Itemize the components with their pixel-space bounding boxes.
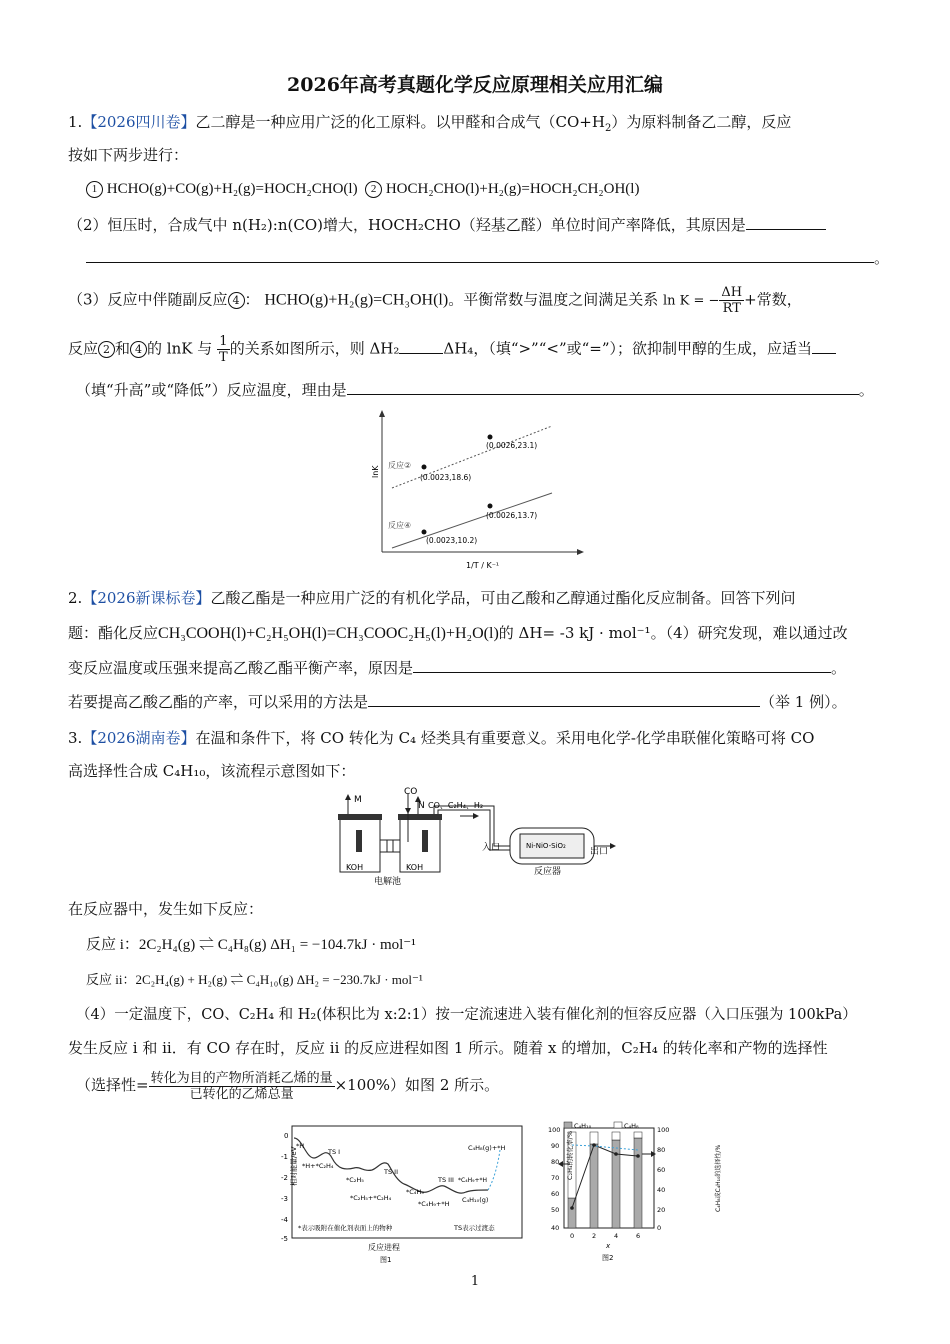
circle-1: 1 xyxy=(86,181,103,198)
lnk-lhs: ln K = − xyxy=(662,293,720,309)
ytick: -2 xyxy=(281,1174,288,1182)
fig2-xlabel: x xyxy=(606,1242,611,1250)
q3-part4-line2: 发生反应 i 和 ii．有 CO 存在时，反应 ii 的反应进程如图 1 所示。随着 x 的增加，C₂H₄ 的转化率和产物的选择性 xyxy=(68,1039,828,1057)
q1-reactions xyxy=(86,179,639,199)
lnk-den: RT xyxy=(722,301,741,316)
q1-source: 【2026四川卷】 xyxy=(82,113,196,131)
fig1-label: *H+*C₂H₄ xyxy=(302,1162,334,1170)
frac-num: 1 xyxy=(217,334,230,350)
text: ×100%）如图 2 所示。 xyxy=(334,1076,500,1094)
q1-part3-text: （3）反应中伴随副反应 xyxy=(68,290,228,309)
q3-reaction-i: 反应 i：2C₂H₄(g) ⇌ C₄H₈(g) ΔH₁ = −104.7kJ · mol⁻¹ xyxy=(86,937,416,953)
graph-ylabel: lnK xyxy=(371,465,380,478)
q1-part2-line2 xyxy=(86,248,889,268)
flow-M: M xyxy=(354,795,362,805)
fig1-label: TS I xyxy=(328,1148,341,1156)
legend-c4h10: C₄H₁₀ xyxy=(574,1122,592,1130)
q1-part3-text2: 。平衡常数与温度之间满足关系 xyxy=(448,290,659,309)
q1-number: 1. xyxy=(68,113,83,131)
xtick: 6 xyxy=(636,1232,641,1240)
lnk-graph xyxy=(362,408,592,576)
ytick: 50 xyxy=(551,1206,560,1214)
q1-part3-line2 xyxy=(68,334,836,368)
q2-source: 【2026新课标卷】 xyxy=(82,589,211,607)
ytick-right: 40 xyxy=(657,1186,666,1194)
ytick-right: 80 xyxy=(657,1146,666,1154)
text: 若要提高乙酸乙酯的产率，可以采用的方法是 xyxy=(68,693,369,711)
ytick: 100 xyxy=(548,1126,561,1134)
text: （选择性= xyxy=(76,1076,149,1094)
q2-number: 2. xyxy=(68,589,83,607)
text: ΔH₄，（填“>”“<”或“=”）；欲抑制甲醇的生成，应适当 xyxy=(443,339,813,358)
fig1-label: C₄H₈(g)+*H xyxy=(468,1144,506,1152)
frac-den: 已转化的乙烯总量 xyxy=(189,1086,294,1102)
ytick-right: 60 xyxy=(657,1166,666,1174)
q1-intro-line: 1.【2026四川卷】乙二醇是一种应用广泛的化工原料。以甲醛和合成气$(CO+H_2)$为原料制备乙二醇，反应 xyxy=(68,113,792,134)
q3-part4-line1: （4）一定温度下，CO、C₂H₄ 和 H₂(体积比为 x:2:1）按一定流速进入装有催化剂的恒容反应器（入口压强为 100kPa） xyxy=(76,1007,857,1023)
ytick-right: 0 xyxy=(657,1224,662,1232)
fig1-label: *C₄H₉+*H xyxy=(418,1200,450,1208)
q3-source: 【2026湖南卷】 xyxy=(82,729,196,747)
fig1-label: C₄H₁₀(g) xyxy=(462,1196,489,1204)
q2-equation: CH₃COOH(l)+C₂H₅OH(l)=CH₃COOC₂H₅(l)+H₂O(l) xyxy=(158,625,499,642)
fig1-ylabel: 相对能量/eV xyxy=(290,1146,298,1186)
q1-part2-text: （2）恒压时，合成气中 n(H₂):n(CO)增大，HOCH₂CHO（羟基乙醛）单位时间产率降低，其原因是 xyxy=(68,216,746,234)
flow-koh2: KOH xyxy=(406,863,424,872)
text: 的 lnK 与 xyxy=(147,339,213,358)
q1-reaction-2: HOCH₂CHO(l)+H₂(g)=HOCH₂CH₂OH(l) xyxy=(385,181,640,197)
q2-line4 xyxy=(68,692,847,712)
fig1-label: *C₂H₅+*C₂H₄ xyxy=(350,1194,392,1202)
flow-diagram xyxy=(334,786,618,890)
fig1-note2: TS表示过渡态 xyxy=(454,1224,495,1232)
q1-reaction-1: HCHO(g)+CO(g)+H₂(g)=HOCH₂CHO(l) xyxy=(106,181,358,197)
text: 的 ΔH= -3 kJ · mol⁻¹。（4）研究发现，难以通过改 xyxy=(498,624,848,642)
fig1-label: *H xyxy=(296,1142,305,1150)
fig1-label: *C₄H₉ xyxy=(406,1188,424,1196)
answer-blank[interactable] xyxy=(812,339,836,354)
legend-c4h8: C₄H₈ xyxy=(624,1122,639,1130)
fig2-caption: 图2 xyxy=(602,1254,614,1262)
text: 的关系如图所示，则 ΔH₂ xyxy=(229,339,400,358)
ytick: 40 xyxy=(551,1224,560,1232)
period: 。 xyxy=(831,659,847,677)
page-number: 1 xyxy=(470,1274,480,1289)
q1-part3 xyxy=(68,285,802,315)
ytick: -3 xyxy=(281,1195,288,1203)
q2-line2 xyxy=(68,623,848,644)
q2-line1 xyxy=(68,588,796,608)
fig1-caption: 图1 xyxy=(380,1256,392,1264)
text: 变反应温度或压强来提高乙酸乙酯平衡产率，原因是 xyxy=(68,659,414,677)
q3-reaction-ii: 反应 ii：2C₂H₄(g) + H₂(g) ⇌ C₄H₁₀(g) ΔH₂ = −230.7kJ · mol⁻¹ xyxy=(86,972,423,987)
ytick: 80 xyxy=(551,1158,560,1166)
page-title: 2026年高考真题化学反应原理相关应用汇编 xyxy=(287,74,663,96)
q2-line3 xyxy=(68,658,846,678)
flow-catalyst: Ni-NiO-SiO₂ xyxy=(526,842,566,850)
q3-line2: 高选择性合成 C₄H₁₀，该流程示意图如下： xyxy=(68,762,356,780)
frac-num: 转化为目的产物所消耗乙烯的量 xyxy=(150,1070,333,1086)
ytick: 0 xyxy=(284,1132,289,1140)
q1-intro2: 按如下两步进行： xyxy=(68,146,189,164)
flow-inlet: 入口 xyxy=(482,843,501,853)
answer-blank[interactable] xyxy=(399,339,443,354)
flow-CO: CO xyxy=(404,787,418,797)
fig1-label: *C₄H₉+*H xyxy=(458,1177,488,1184)
q3-number: 3. xyxy=(68,729,83,747)
fig1-label: *C₂H₅ xyxy=(346,1176,364,1184)
xtick: 2 xyxy=(592,1232,597,1240)
conversion-selectivity-figure xyxy=(530,1118,722,1268)
colon: ： xyxy=(244,290,260,309)
ytick: -4 xyxy=(281,1216,288,1224)
q1-intro: 乙二醇是一种应用广泛的化工原料。以甲醛和合成气（CO+H xyxy=(195,113,605,131)
selectivity-fraction xyxy=(149,1071,335,1102)
flow-reactor: 反应器 xyxy=(534,867,562,877)
text: （填“升高”或“降低”）反应温度，理由是 xyxy=(76,381,347,399)
circle-4: 4 xyxy=(228,292,245,309)
circle-2: 2 xyxy=(98,341,115,358)
xtick: 0 xyxy=(570,1232,575,1240)
label-reaction4: 反应④ xyxy=(388,521,412,530)
fig1-note1: *表示吸附在催化剂表面上的物种 xyxy=(298,1224,393,1232)
fig2-ylabel-left: C₂H₄的转化率/% xyxy=(566,1130,574,1180)
inverse-t-fraction xyxy=(217,334,230,365)
text: （举 1 例）。 xyxy=(760,693,847,711)
answer-blank[interactable] xyxy=(746,215,826,230)
ytick: 60 xyxy=(551,1190,560,1198)
q1-part3-line3 xyxy=(76,380,874,400)
circle-4: 4 xyxy=(130,341,147,358)
ytick-right: 100 xyxy=(657,1126,670,1134)
q1-part2 xyxy=(68,215,826,235)
answer-blank[interactable] xyxy=(86,248,874,263)
q2-text: 乙酸乙酯是一种应用广泛的有机化学品，可由乙酸和乙醇通过酯化反应制备。回答下列问 xyxy=(210,589,796,607)
point-label-2: (0.0023,18.6) xyxy=(420,473,472,482)
point-label-3: (0.0026,13.7) xyxy=(486,511,538,520)
circle-2: 2 xyxy=(365,181,382,198)
graph-xlabel: 1/T / K⁻¹ xyxy=(466,561,500,570)
ytick: 70 xyxy=(551,1174,560,1182)
flow-outlet: 出口 xyxy=(590,847,609,857)
ytick: -1 xyxy=(281,1153,288,1161)
flow-koh1: KOH xyxy=(346,863,364,872)
lnk-fraction xyxy=(719,285,744,316)
xtick: 4 xyxy=(614,1232,619,1240)
answer-blank[interactable] xyxy=(347,380,859,395)
answer-blank[interactable] xyxy=(368,692,760,707)
q1-reaction-4: HCHO(g)+H₂(g)=CH₃OH(l) xyxy=(264,291,449,309)
lnk-num: ΔH xyxy=(721,285,743,300)
text: 反应 xyxy=(68,339,99,358)
fig1-label: TS II xyxy=(384,1168,398,1176)
q1-intro-b: ）为原料制备乙二醇，反应 xyxy=(611,113,792,131)
q3-selectivity xyxy=(76,1068,499,1104)
fig1-xlabel: 反应进程 xyxy=(368,1243,400,1252)
energy-profile-figure xyxy=(262,1120,526,1268)
label-reaction2: 反应② xyxy=(388,461,412,470)
frac-den: T xyxy=(219,350,228,365)
period: 。 xyxy=(858,381,874,399)
q3-line1 xyxy=(68,728,814,748)
flow-cell: 电解池 xyxy=(374,877,402,887)
period: 。 xyxy=(874,249,890,267)
lnk-rhs: +常数， xyxy=(744,290,802,309)
point-label-1: (0.0026,23.1) xyxy=(486,441,538,450)
text: 题：酯化反应 xyxy=(68,624,159,642)
ytick-right: 20 xyxy=(657,1206,666,1214)
flow-N: N xyxy=(418,801,425,811)
flow-gases: CO、C₂H₄、H₂ xyxy=(428,801,484,810)
text: 和 xyxy=(115,339,131,358)
answer-blank[interactable] xyxy=(413,658,831,673)
fig1-label: TS III xyxy=(438,1176,454,1184)
point-label-4: (0.0023,10.2) xyxy=(426,536,478,545)
ytick: 90 xyxy=(551,1142,560,1150)
ytick: -5 xyxy=(281,1235,288,1243)
q3-text: 在温和条件下，将 CO 转化为 C₄ 烃类具有重要意义。采用电化学-化学串联催化策略可将 CO xyxy=(195,729,815,747)
fig2-ylabel-right: C₄H₈或C₄H₁₀的选择性/% xyxy=(715,1144,722,1212)
q3-line3: 在反应器中，发生如下反应： xyxy=(68,900,264,918)
